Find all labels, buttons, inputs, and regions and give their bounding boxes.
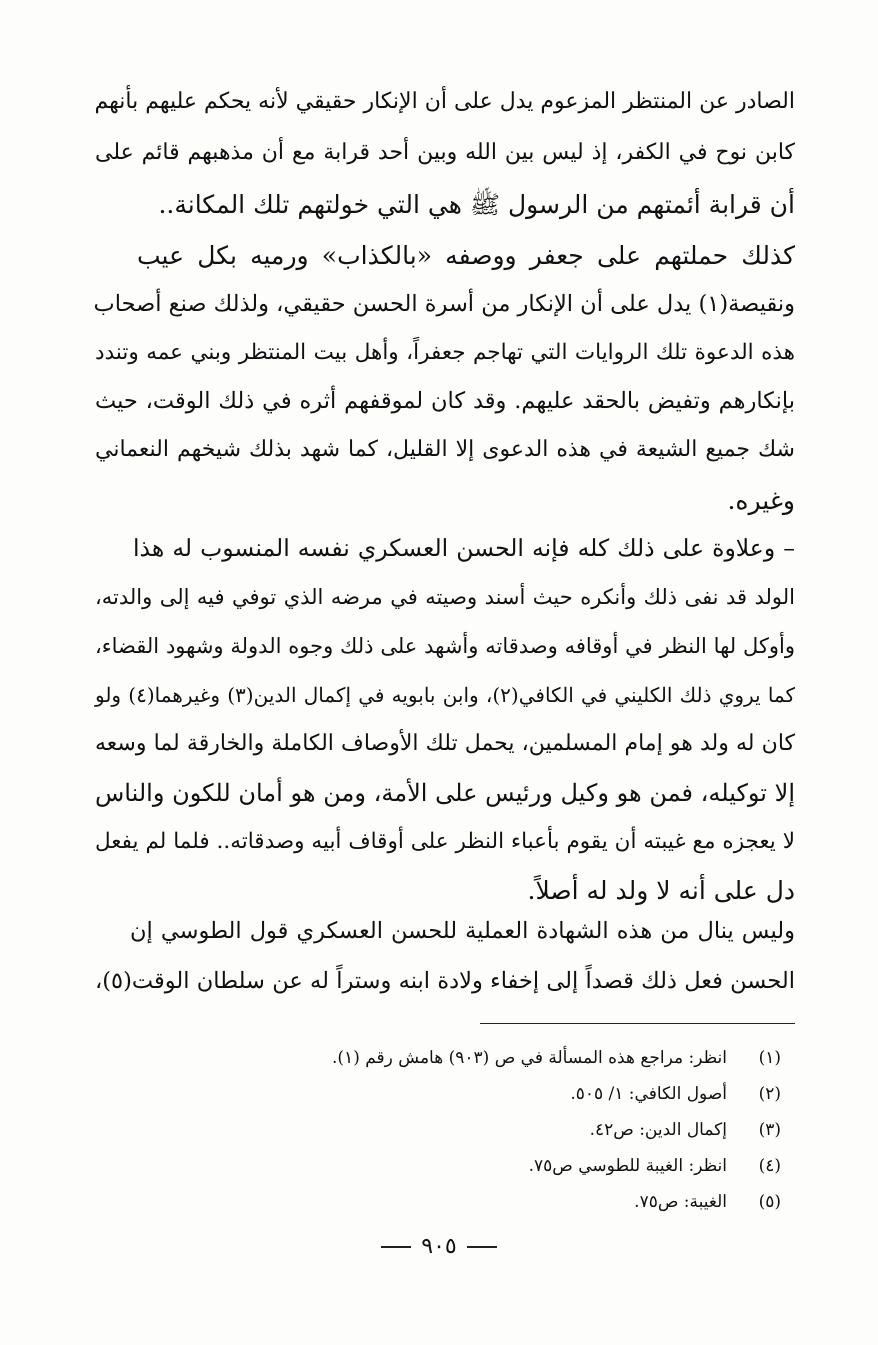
paragraph-2 (95, 230, 795, 530)
paragraph-line: بإنكارهم وتفيض بالحقد عليهم. وقد كان لموقفهم أثره في ذلك الوقت، حيث (95, 388, 795, 414)
paragraph-line: شك جميع الشيعة في هذه الدعوى إلا القليل، كما شهد بذلك شيخهم النعماني (95, 437, 795, 462)
footnote-number: (١) (758, 1048, 781, 1068)
paragraph-line: الحسن فعل ذلك قصداً إلى إخفاء ولادة ابنه وستراً له عن سلطان الوقت(٥)، (95, 968, 795, 994)
footnotes (221, 1040, 781, 1220)
paragraph-line: إلا توكيله، فمن هو وكيل ورئيس على الأمة، ومن هو أمان للكون والناس (95, 779, 795, 807)
footnote-separator (480, 1023, 795, 1024)
footnote-text: انظر: الغيبة للطوسي ص٧٥. (528, 1156, 727, 1176)
footnote-item (221, 1076, 781, 1112)
paragraph-1 (95, 76, 795, 236)
page-number-value: ٩٠٥ (421, 1234, 457, 1259)
paragraph-3 (95, 522, 795, 912)
paragraph-line: هذه الدعوة تلك الروايات التي تهاجم جعفراً، وأهل بيت المنتظر وبني عمه وتندد (95, 340, 795, 365)
footnote-text: انظر: مراجع هذه المسألة في ص (٩٠٣) هامش رقم (١). (332, 1048, 727, 1068)
paragraph-line: كما يروي ذلك الكليني في الكافي(٢)، وابن بابويه في إكمال الدين(٣) وغيرهما(٤) ولو (95, 683, 795, 707)
footnote-number: (٥) (758, 1192, 781, 1212)
paragraph-line: ونقيصة(١) يدل على أن الإنكار من أسرة الحسن حقيقي، ولذلك صنع أصحاب (93, 291, 795, 317)
footnote-text: إكمال الدين: ص٤٢. (589, 1120, 727, 1140)
paragraph-line: وغيره. (727, 486, 795, 515)
footnote-text: الغيبة: ص٧٥. (634, 1192, 727, 1212)
footnote-item (221, 1040, 781, 1076)
footnote-number: (٢) (758, 1084, 781, 1104)
footnote-item (221, 1184, 781, 1220)
footnote-number: (٣) (758, 1120, 781, 1140)
footnote-text: أصول الكافي: ١/ ٥٠٥. (570, 1084, 727, 1104)
footnote-item (221, 1148, 781, 1184)
footnote-item (221, 1112, 781, 1148)
paragraph-line: كان له ولد هو إمام المسلمين، يحمل تلك الأوصاف الكاملة والخارقة لما وسعه (95, 731, 795, 756)
paragraph-line: الولد قد نفى ذلك وأنكره حيث أسند وصيته في مرضه الذي توفي فيه إلى والدته، (95, 585, 795, 609)
dash-left (467, 1246, 497, 1248)
paragraph-line: الصادر عن المنتظر المزعوم يدل على أن الإنكار حقيقي لأنه يحكم عليهم بأنهم (94, 89, 795, 114)
paragraph-line: دل على أنه لا ولد له أصلاً. (527, 876, 795, 905)
paragraph-line: وليس ينال من هذه الشهادة العملية للحسن العسكري قول الطوسي إن (130, 918, 795, 944)
footnote-number: (٤) (758, 1156, 781, 1176)
paragraph-line: وأوكل لها النظر في أوقافه وصدقاته وأشهد على ذلك وجوه الدولة وشهود القضاء، (95, 634, 795, 658)
paragraph-line: لا يعجزه مع غيبته أن يقوم بأعباء النظر على أوقاف أبيه وصدقاته.. فلما لم يفعل (95, 829, 795, 854)
paragraph-4 (95, 905, 795, 1015)
paragraph-line: – وعلاوة على ذلك كله فإنه الحسن العسكري نفسه المنسوب له هذا (133, 534, 795, 562)
page-number (0, 1234, 878, 1259)
paragraph-line: كذلك حملتهم على جعفر ووصفه «بالكذاب» ورميه بكل عيب (137, 241, 795, 270)
dash-right (381, 1246, 411, 1248)
paragraph-line: أن قرابة أئمتهم من الرسول ﷺ هي التي خولتهم تلك المكانة.. (158, 190, 795, 219)
paragraph-line: كابن نوح في الكفر، إذ ليس بين الله وبين أحد قرابة مع أن مذهبهم قائم على (95, 140, 795, 165)
